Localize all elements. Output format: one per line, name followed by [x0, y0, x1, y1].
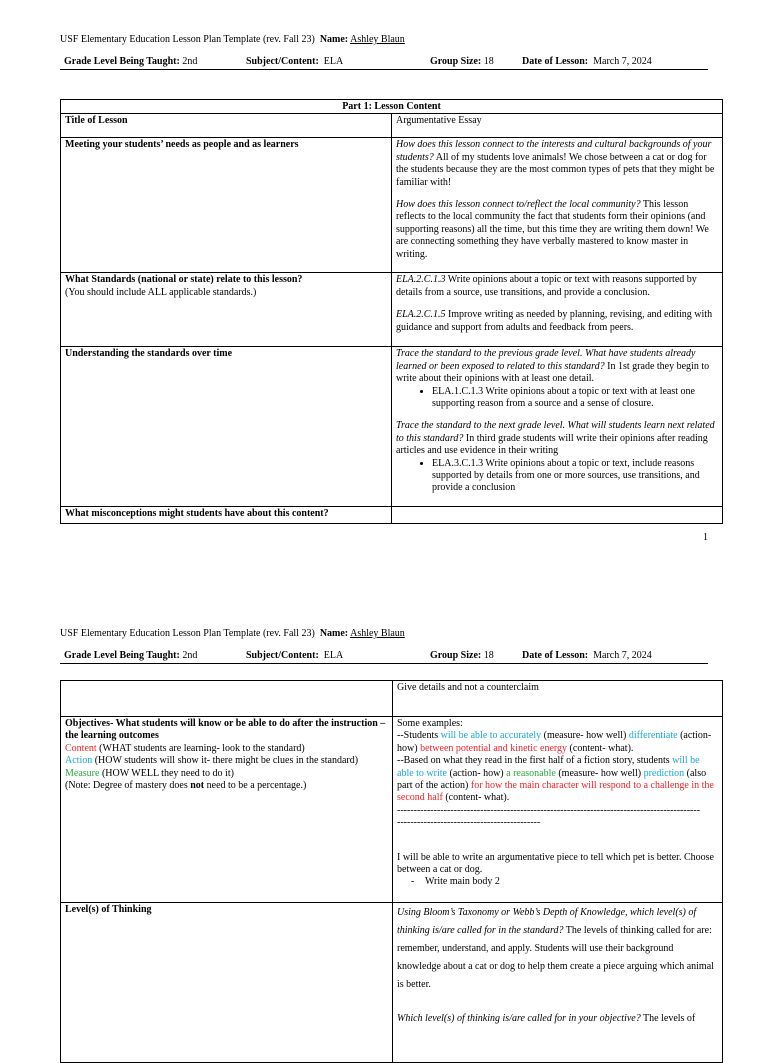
needs-answer-1: How does this lesson connect to the interests and cultural backgrounds of your students? All of my students love animals! We chose between a cat or dog for the students because they are the most common types of pets that they might be familiar with! — [396, 139, 715, 188]
thinking-answer-2: Which level(s) of thinking is/are called for in your objective? The levels of — [397, 1013, 696, 1024]
lesson-content-table — [60, 99, 723, 524]
misconceptions-label: What misconceptions might students have about this content? — [65, 508, 329, 520]
standards-note: (You should include ALL applicable standards.) — [65, 286, 257, 298]
part-title: Part 1: Lesson Content — [61, 100, 723, 114]
page-number: 1 — [703, 532, 708, 543]
name-label: Name: — [319, 34, 349, 45]
thinking-answer-1: Using Bloom’s Taxonomy or Webb’s Depth of Knowledge, which level(s) of thinking is/are called for in the standard? The levels of thinking called for are: remember, understand, and apply. Students will use their background knowledge about a cat or dog to help them create a piece arguing which animal is better. — [397, 907, 714, 990]
grade-value: 2nd — [182, 650, 198, 661]
example-2: --Based on what they read in the first half of a fiction story, students will be able to write (action- how) a reasonable (measure- how well) prediction (also part of the action) for how the main character will respond to a challenge in the second half (content- what). — [397, 755, 714, 804]
examples-heading: Some examples: — [397, 718, 463, 729]
table-row — [61, 138, 723, 273]
objective-text: I will be able to write an argumentative piece to tell which pet is better. Choose between a cat or dog. — [397, 851, 714, 876]
subject-value: ELA — [323, 650, 344, 661]
thinking-label: Level(s) of Thinking — [65, 904, 152, 915]
grade-label: Grade Level Being Taught: — [64, 650, 180, 661]
table-row: Objectives- What students will know or be able to do after the instruction – the learning outcomes Content (WHAT students are learning- look to the standard) Action (HOW students will show it- there might be clues in the standard) Measure (HOW WELL they need to do it) (Note: Degree of mastery does not need to be a percentage.) Some examples: --Students will be able to accurately (measure- how well) differentiate (action- how) between potential and kinetic energy (content- what). --Based on what they read in the first half of a fiction story, students will be able to write (action- how) a reasonable (measure- how well) prediction (also part of the action) for how the main character will respond to a challenge in the second half (content- what). ------------------------------------------------------------------------------------------- ------------------------------------------- I will be able to write an argumentative piece to tell which pet is better. Choose between a cat or dog. - Write main body 2 — [61, 717, 723, 903]
list-item: • ELA.1.C.1.3 Write opinions about a topic or text with at least one supporting reason from a source and a sense of closure. — [432, 386, 718, 411]
group-size-value: 18 — [483, 56, 494, 67]
needs-answer-2: How does this lesson connect to/reflect the local community? This lesson reflects to the local community the fact that students form their opinions (and supporting reasons) all the time, but this time they are writing them down! We are connecting something they have verbally mastered to know master in writing. — [396, 199, 709, 260]
grade-value: 2nd — [182, 56, 198, 67]
previous-grade: Trace the standard to the previous grade level. What have students already learned or been exposed to related to this standard? In 1st grade they begin to write about their opinions with at least one detail. — [396, 348, 710, 385]
content-word: Content — [65, 742, 97, 754]
measure-word: Measure — [65, 767, 100, 779]
group-size-label: Group Size: — [430, 650, 482, 661]
over-time-label: Understanding the standards over time — [65, 348, 233, 360]
date-label: Date of Lesson: — [522, 56, 589, 67]
row1-text: Give details and not a counterclaim — [393, 681, 723, 717]
table-row — [61, 681, 723, 717]
standards-label: What Standards (national or state) relate to this lesson? — [65, 274, 303, 286]
page-header — [60, 34, 405, 46]
lesson-title: Argumentative Essay — [392, 114, 723, 138]
date-value: March 7, 2024 — [593, 650, 652, 661]
grade-label: Grade Level Being Taught: — [64, 56, 180, 67]
student-name: Ashley Blaun — [350, 34, 405, 45]
table-row — [61, 114, 723, 138]
title-label: Title of Lesson — [65, 115, 128, 127]
page-header — [60, 628, 405, 640]
dash-divider: ------------------------------------------- — [397, 817, 541, 829]
table-row — [61, 507, 723, 523]
table-row — [61, 273, 723, 347]
standard-1: ELA.2.C.1.3 Write opinions about a topic or text with reasons supported by details from a source, use transitions, and provide a conclusion. — [396, 274, 697, 298]
subject-label: Subject/Content: — [246, 56, 319, 67]
header-rule — [60, 69, 708, 70]
date-value: March 7, 2024 — [593, 56, 652, 67]
table-row — [61, 347, 723, 507]
subject-label: Subject/Content: — [246, 650, 319, 661]
name-label: Name: — [319, 628, 349, 639]
date-label: Date of Lesson: — [522, 650, 589, 661]
table-row — [61, 903, 723, 1063]
template-title: USF Elementary Education Lesson Plan Template (rev. Fall 23) — [60, 628, 315, 639]
student-name: Ashley Blaun — [350, 628, 405, 639]
objectives-label: Objectives- What students will know or be able to do after the instruction – the learning outcomes — [65, 718, 386, 742]
action-word: Action — [65, 755, 93, 767]
needs-label: Meeting your students’ needs as people and as learners — [65, 139, 299, 151]
standard-2: ELA.2.C.1.5 Improve writing as needed by planning, revising, and editing with guidance and support from adults and feedback from peers. — [396, 309, 713, 333]
example-1: --Students will be able to accurately (measure- how well) differentiate (action- how) between potential and kinetic energy (content- what). — [397, 730, 712, 754]
lesson-content-table — [60, 680, 723, 1063]
list-item: • ELA.3.C.1.3 Write opinions about a topic or text, include reasons supported by details from one or more sources, use transitions, and provide a conclusion — [432, 458, 718, 495]
table-row — [61, 100, 723, 114]
group-size-value: 18 — [483, 650, 494, 661]
header-rule — [60, 663, 708, 664]
next-grade: Trace the standard to the next grade level. What will students learn next related to this standard? In third grade students will write their opinions after reading articles and use evidence in their writing — [396, 420, 715, 457]
template-title: USF Elementary Education Lesson Plan Template (rev. Fall 23) — [60, 34, 315, 45]
dash-divider: ------------------------------------------------------------------------------------------- — [397, 804, 701, 816]
list-item: - Write main body 2 — [425, 876, 718, 888]
group-size-label: Group Size: — [430, 56, 482, 67]
subject-value: ELA — [323, 56, 344, 67]
